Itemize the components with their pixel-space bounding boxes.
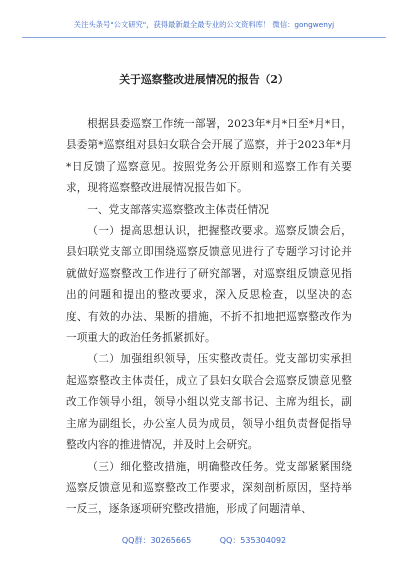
footer-qq: QQ：535304092 <box>219 536 287 545</box>
paragraph-intro: 根据县委巡察工作统一部署，2023年*月*日至*月*日，县委第*巡察组对县妇女联合会开展了巡察，并于2023年*月*日反馈了巡察意见。按照党务公开原则和巡察工作有关要求，现将巡察整改进展情况报告如下。 <box>66 118 352 195</box>
section-heading-1: 一、党支部落实巡察整改主体责任情况 <box>87 203 269 216</box>
footer-qq-group: QQ群：30265665 <box>121 536 192 545</box>
document-title: 关于巡察整改进展情况的报告（2） <box>119 73 289 86</box>
document-body <box>66 114 352 521</box>
footer-contact <box>0 535 408 546</box>
paragraph-item-2: （二）加强组织领导，压实整改责任。党支部切实承担起巡察整改主体责任，成立了县妇女联合会巡察反馈意见整改工作领导小组，领导小组以党支部书记、主席为组长，副主席为副组长，办公室人员为成员，领导小组负责督促指导整改内容的推进情况，并及时上会研究。 <box>66 353 352 452</box>
paragraph-item-3: （三）细化整改措施，明确整改任务。党支部紧紧围绕巡察反馈意见和巡察整改工作要求，深刻剖析原因，坚持举一反三，逐条逐项研究整改措施，形成了问题清单、 <box>66 460 352 516</box>
header-promo-note: 关注头条号"公文研究"，获得最新最全最专业的公文资料库！ 微信：gongwenyj <box>73 20 335 29</box>
paragraph-item-1: （一）提高思想认识，把握整改要求。巡察反馈会后，县妇联党支部立即围绕巡察反馈意见进行了专题学习讨论并就做好巡察整改工作进行了研究部署，对巡察组反馈意见指出的问题和提出的整改要求，深入反思检查，以坚决的态度、有效的办法、果断的措施，不折不扣地把巡察整改作为一项重大的政治任务抓紧抓好。 <box>66 225 352 345</box>
header-divider <box>22 37 386 38</box>
